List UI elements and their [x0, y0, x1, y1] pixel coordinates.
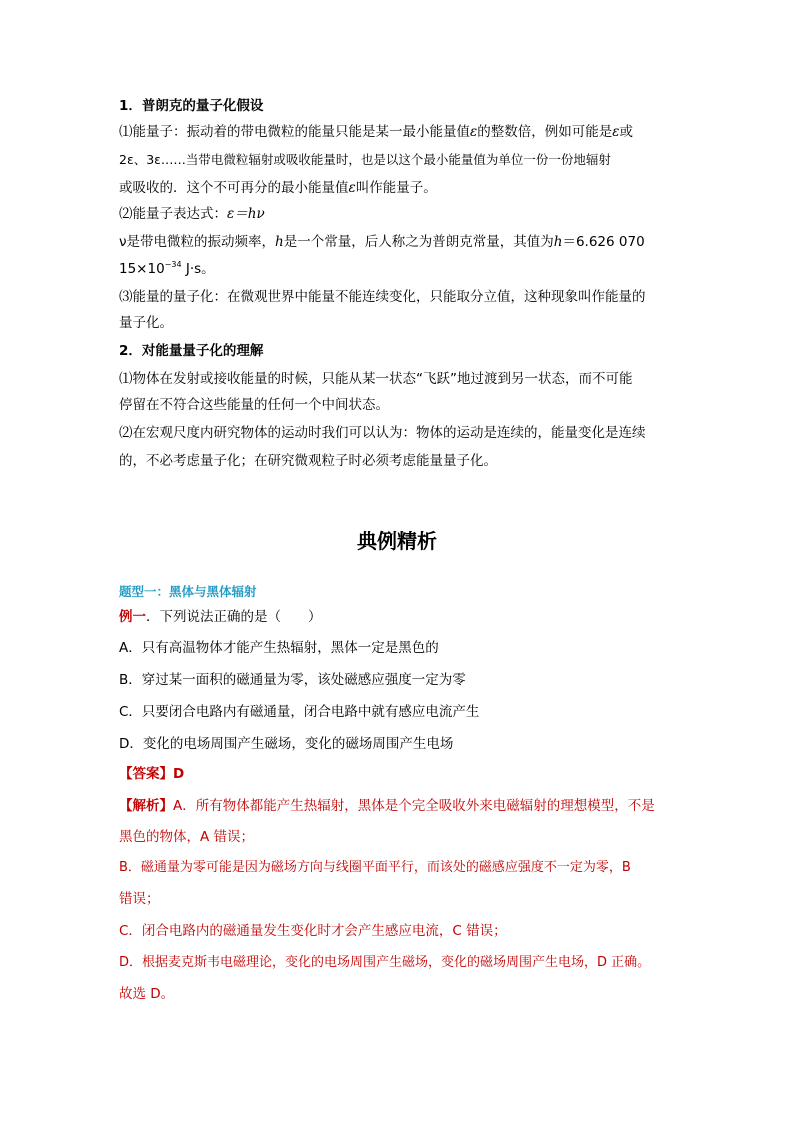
conclusion: 故选 D。: [119, 986, 175, 1002]
paragraph-formula-line3: $15\times 10^{-34}$ J·s。: [119, 260, 215, 277]
paragraph-formula-line2: ν是带电微粒的振动频率，h是一个常量，后人称之为普朗克常量，其值为h＝6.626 070: [119, 234, 645, 250]
paragraph-quantum-line1: ⑴能量子：振动着的带电微粒的能量只能是某一最小能量值ε的整数倍，例如可能是ε或: [119, 124, 633, 140]
paragraph-understanding1-line2: 停留在不符合这些能量的任何一个中间状态。: [119, 397, 389, 413]
paragraph-quantization-line2: 量子化。: [119, 315, 173, 331]
analysis-c: C．闭合电路内的磁通量发生变化时才会产生感应电流，C 错误；: [119, 923, 507, 939]
analysis-d: D．根据麦克斯韦电磁理论，变化的电场周围产生磁场，变化的磁场周围产生电场，D 正确。: [119, 955, 651, 970]
answer: 【答案】D: [119, 766, 185, 782]
analysis-b-line1: B．磁通量为零可能是因为磁场方向与线圈平面平行，而该处的磁感应强度不一定为零，B: [119, 860, 631, 875]
analysis-a-line2: 黑色的物体，A 错误；: [119, 829, 255, 845]
option-b: B．穿过某一面积的磁通量为零，该处磁感应强度一定为零: [119, 672, 466, 688]
paragraph-understanding2-line1: ⑵在宏观尺度内研究物体的运动时我们可以认为：物体的运动是连续的，能量变化是连续: [119, 425, 646, 441]
example-question: 例一．下列说法正确的是（ ）: [119, 609, 322, 625]
paragraph-quantum-line3: 或吸收的．这个不可再分的最小能量值ε叫作能量子。: [119, 180, 437, 196]
option-a: A．只有高温物体才能产生热辐射，黑体一定是黑色的: [119, 640, 439, 656]
paragraph-formula: ⑵能量子表达式：ε＝hν: [119, 206, 265, 222]
paragraph-understanding2-line2: 的，不必考虑量子化；在研究微观粒子时必须考虑能量量子化。: [119, 453, 497, 469]
analysis-b-line2: 错误；: [119, 891, 160, 907]
option-c: C．只要闭合电路内有磁通量，闭合电路中就有感应电流产生: [119, 704, 480, 720]
examples-title: 典例精析: [357, 529, 437, 553]
analysis-a-line1: 【解析】A．所有物体都能产生热辐射，黑体是个完全吸收外来电磁辐射的理想模型，不是: [119, 798, 655, 814]
section2-heading: 2．对能量量子化的理解: [119, 343, 264, 359]
paragraph-understanding1-line1: ⑴物体在发射或接收能量的时候，只能从某一状态“飞跃”地过渡到另一状态，而不可能: [119, 371, 633, 387]
section1-heading: 1．普朗克的量子化假设: [119, 98, 264, 114]
paragraph-quantization-line1: ⑶能量的量子化：在微观世界中能量不能连续变化，只能取分立值，这种现象叫作能量的: [119, 289, 646, 305]
option-d: D．变化的电场周围产生磁场，变化的磁场周围产生电场: [119, 736, 454, 752]
question-type-heading: 题型一：黑体与黑体辐射: [119, 584, 257, 599]
paragraph-quantum-line2: 2ε、3ε……当带电微粒辐射或吸收能量时，也是以这个最小能量值为单位一份一份地辐射: [119, 152, 611, 167]
